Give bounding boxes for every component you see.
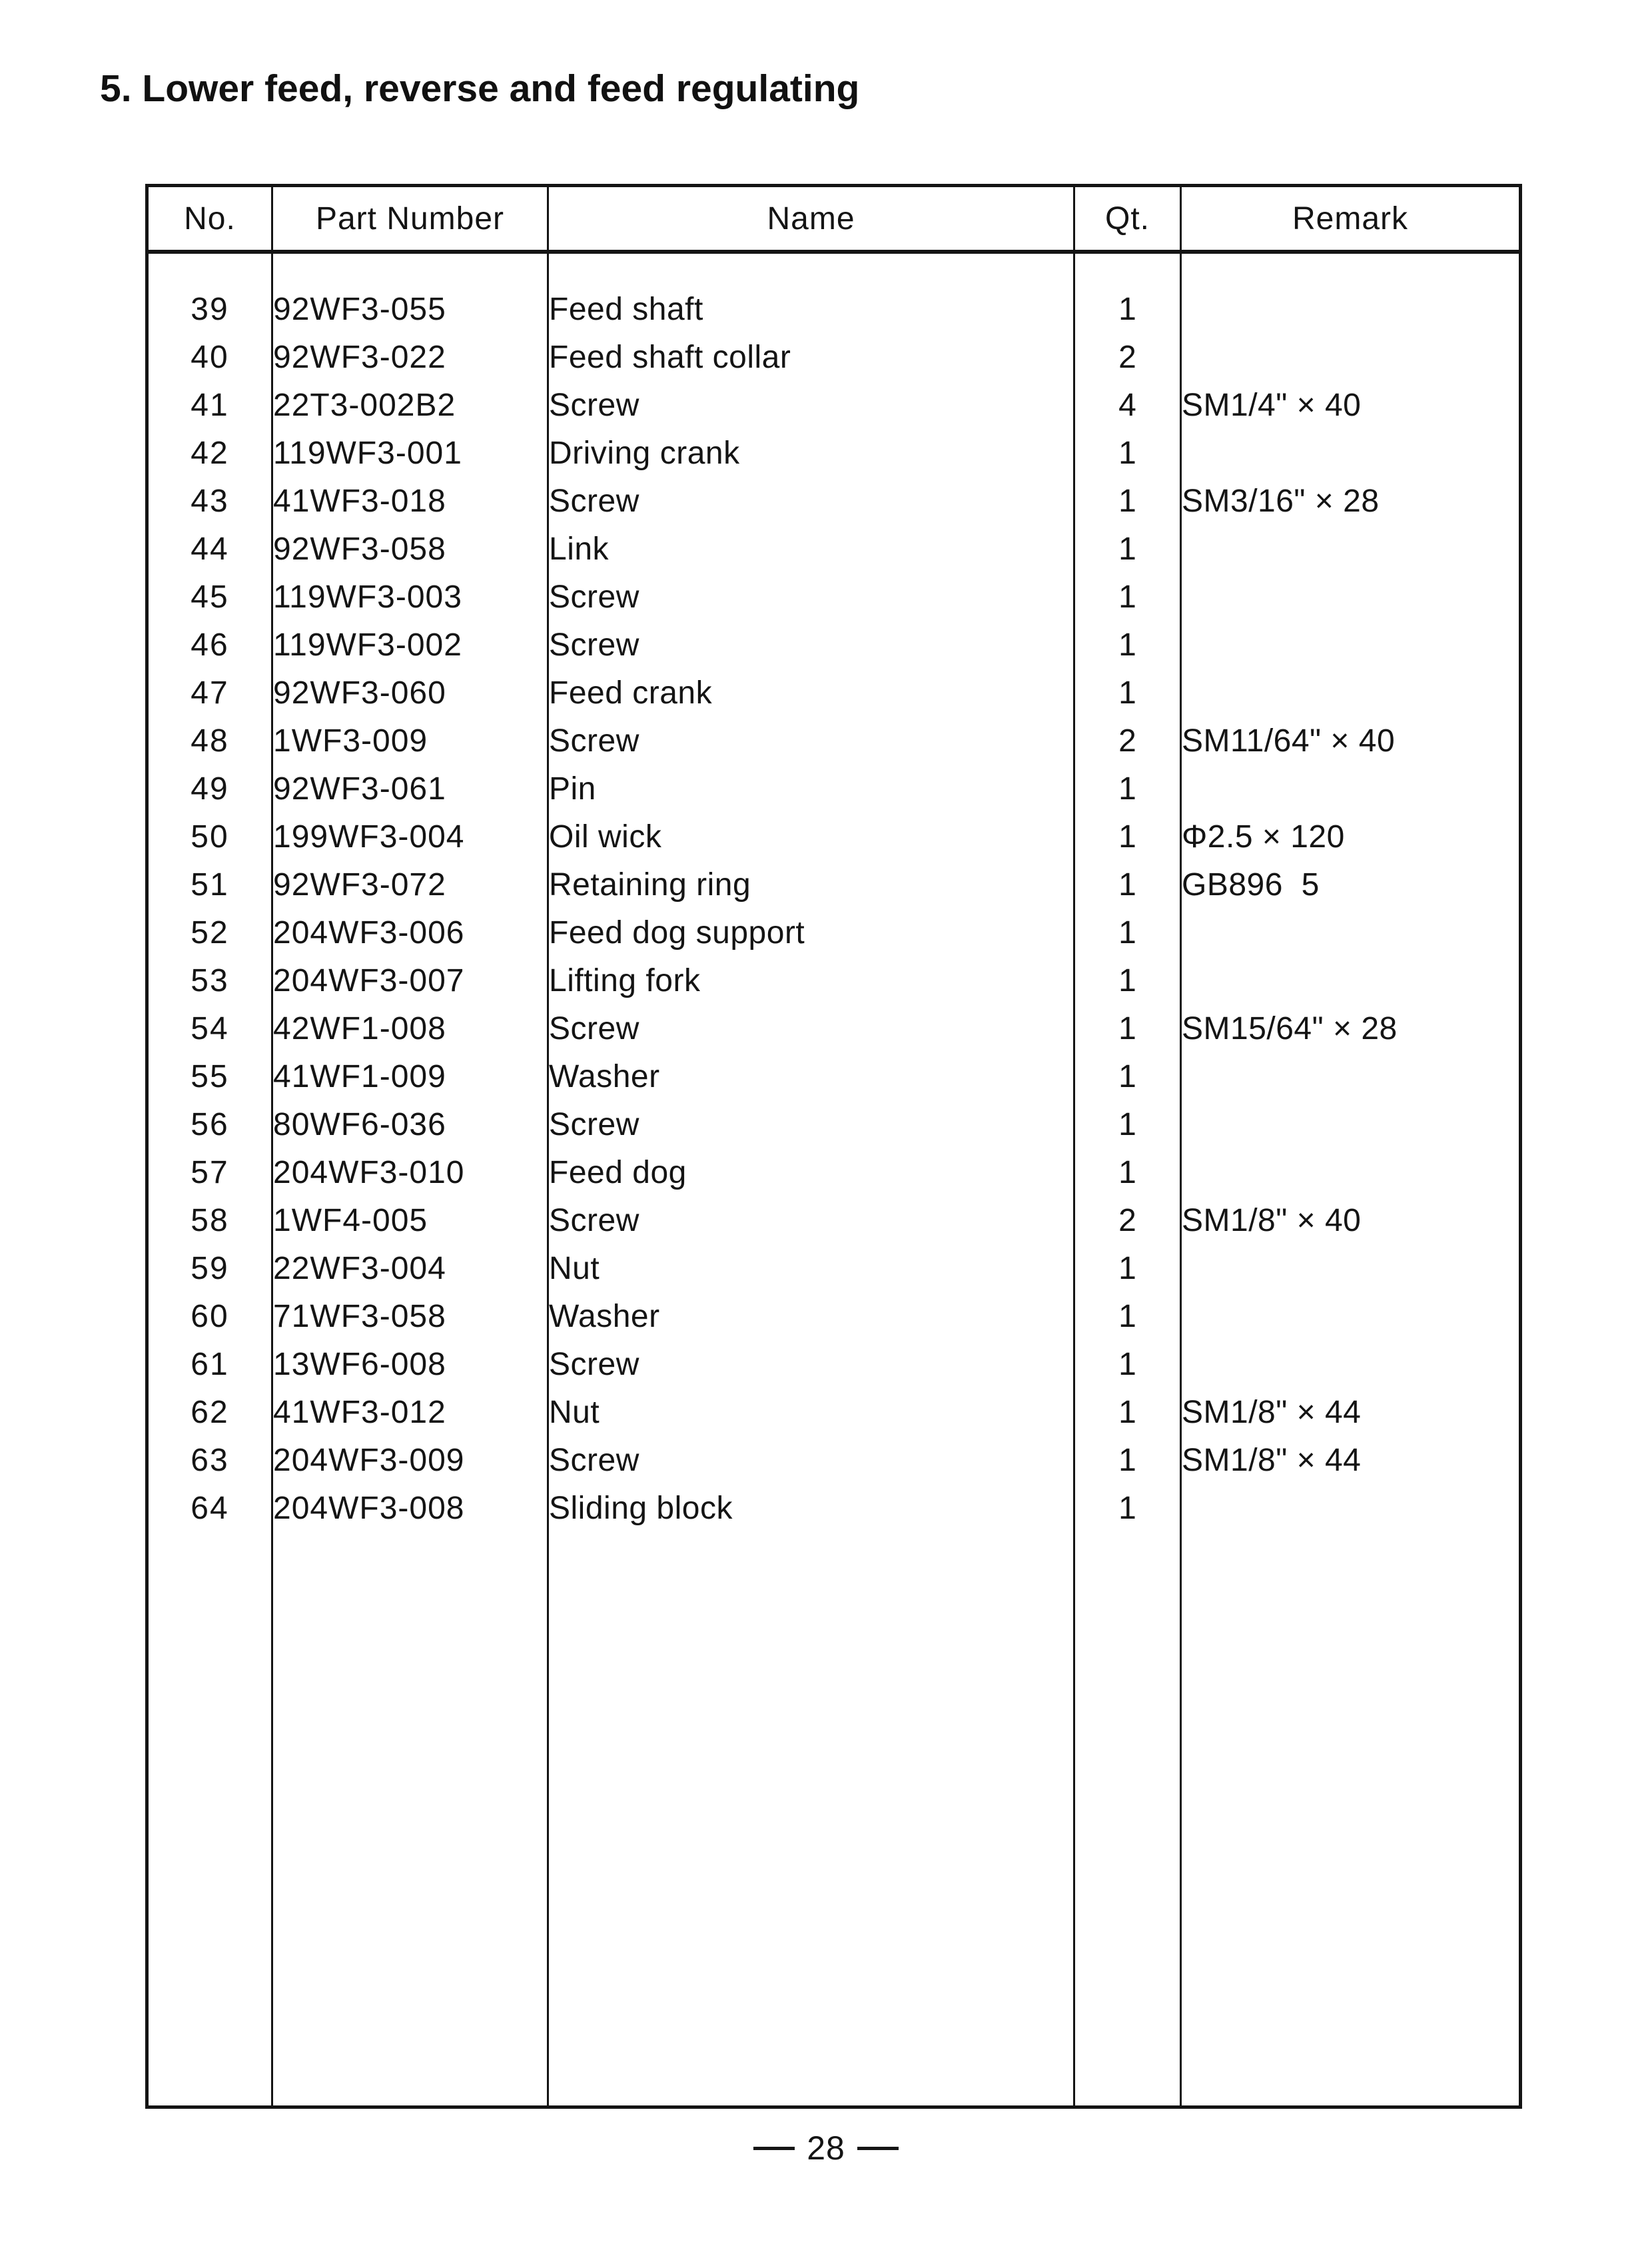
cell-no: 61 xyxy=(147,1341,272,1389)
cell-no: 47 xyxy=(147,669,272,717)
cell-no: 43 xyxy=(147,478,272,526)
cell-remark: SM1/8" × 40 xyxy=(1182,1203,1362,1238)
cell-part-number: 199WF3-004 xyxy=(272,813,548,861)
cell-no: 45 xyxy=(147,573,272,621)
page-number-dash-right xyxy=(857,2147,899,2150)
table-header-row xyxy=(147,186,1521,252)
cell-remark xyxy=(1181,1053,1521,1101)
cell-remark xyxy=(1181,430,1521,478)
cell-qty: 1 xyxy=(1074,1437,1181,1485)
cell-remark: SM1/4" × 40 xyxy=(1182,388,1362,423)
cell-name: Screw xyxy=(548,1341,1074,1389)
cell-remark: SM11/64" × 40 xyxy=(1182,723,1396,759)
cell-name: Feed shaft xyxy=(548,286,1074,334)
parts-table-body xyxy=(147,252,1521,2107)
cell-name: Feed dog xyxy=(548,1149,1074,1197)
cell-qty: 1 xyxy=(1074,1053,1181,1101)
table-row xyxy=(147,621,1521,669)
table-row xyxy=(147,1245,1521,1293)
cell-part-number: 80WF6-036 xyxy=(272,1101,548,1149)
cell-qty: 1 xyxy=(1074,621,1181,669)
table-row xyxy=(147,478,1521,526)
cell-name: Oil wick xyxy=(548,813,1074,861)
cell-qty: 1 xyxy=(1074,1389,1181,1437)
table-row xyxy=(147,573,1521,621)
cell-qty: 1 xyxy=(1074,573,1181,621)
table-row xyxy=(147,1437,1521,1485)
page-footer xyxy=(0,2129,1652,2167)
cell-no: 56 xyxy=(147,1101,272,1149)
cell-name: Screw xyxy=(548,1197,1074,1245)
cell-remark xyxy=(1181,1245,1521,1293)
table-row xyxy=(147,430,1521,478)
cell-remark xyxy=(1181,909,1521,957)
cell-remark xyxy=(1181,286,1521,334)
cell-part-number: 1WF3-009 xyxy=(272,717,548,765)
cell-part-number: 119WF3-001 xyxy=(272,430,548,478)
cell-no: 39 xyxy=(147,286,272,334)
cell-remark xyxy=(1181,334,1521,382)
cell-no: 42 xyxy=(147,430,272,478)
cell-no: 60 xyxy=(147,1293,272,1341)
table-row xyxy=(147,1005,1521,1053)
cell-remark: GB896 5 xyxy=(1182,867,1320,903)
table-row xyxy=(147,1293,1521,1341)
cell-part-number: 41WF3-012 xyxy=(272,1389,548,1437)
cell-part-number: 71WF3-058 xyxy=(272,1293,548,1341)
cell-remark xyxy=(1181,621,1521,669)
cell-name: Screw xyxy=(548,1101,1074,1149)
cell-part-number: 92WF3-072 xyxy=(272,861,548,909)
cell-no: 64 xyxy=(147,1485,272,1533)
cell-name: Feed shaft collar xyxy=(548,334,1074,382)
table-row xyxy=(147,717,1521,765)
cell-name: Screw xyxy=(548,717,1074,765)
cell-remark: SM1/8" × 44 xyxy=(1182,1443,1362,1478)
cell-no: 55 xyxy=(147,1053,272,1101)
cell-qty: 1 xyxy=(1074,286,1181,334)
cell-name: Screw xyxy=(548,573,1074,621)
cell-part-number: 119WF3-003 xyxy=(272,573,548,621)
cell-name: Feed crank xyxy=(548,669,1074,717)
cell-name: Lifting fork xyxy=(548,957,1074,1005)
page-number: 28 xyxy=(807,2129,845,2167)
cell-remark: SM1/8" × 44 xyxy=(1182,1395,1362,1430)
cell-remark xyxy=(1181,765,1521,813)
cell-part-number: 92WF3-058 xyxy=(272,526,548,573)
cell-no: 58 xyxy=(147,1197,272,1245)
cell-no: 52 xyxy=(147,909,272,957)
cell-no: 54 xyxy=(147,1005,272,1053)
cell-no: 48 xyxy=(147,717,272,765)
table-row xyxy=(147,286,1521,334)
cell-qty: 1 xyxy=(1074,1101,1181,1149)
table-row xyxy=(147,1341,1521,1389)
cell-name: Screw xyxy=(548,1005,1074,1053)
cell-qty: 1 xyxy=(1074,526,1181,573)
cell-remark xyxy=(1181,1149,1521,1197)
cell-qty: 1 xyxy=(1074,1149,1181,1197)
cell-no: 50 xyxy=(147,813,272,861)
cell-qty: 4 xyxy=(1074,382,1181,430)
parts-table xyxy=(145,184,1522,2109)
cell-no: 49 xyxy=(147,765,272,813)
cell-name: Feed dog support xyxy=(548,909,1074,957)
cell-name: Washer xyxy=(548,1053,1074,1101)
table-row xyxy=(147,1149,1521,1197)
cell-part-number: 204WF3-009 xyxy=(272,1437,548,1485)
cell-name: Link xyxy=(548,526,1074,573)
cell-remark xyxy=(1181,1485,1521,1533)
cell-part-number: 22WF3-004 xyxy=(272,1245,548,1293)
cell-part-number: 41WF1-009 xyxy=(272,1053,548,1101)
col-header-qty: Qt. xyxy=(1074,186,1181,252)
cell-name: Nut xyxy=(548,1245,1074,1293)
cell-part-number: 204WF3-006 xyxy=(272,909,548,957)
cell-no: 63 xyxy=(147,1437,272,1485)
cell-qty: 2 xyxy=(1074,1197,1181,1245)
cell-qty: 1 xyxy=(1074,1341,1181,1389)
page-title: 5. Lower feed, reverse and feed regulating xyxy=(100,67,860,110)
table-row xyxy=(147,765,1521,813)
table-row xyxy=(147,909,1521,957)
cell-name: Screw xyxy=(548,1437,1074,1485)
cell-remark xyxy=(1181,1341,1521,1389)
cell-qty: 1 xyxy=(1074,1293,1181,1341)
cell-part-number: 204WF3-010 xyxy=(272,1149,548,1197)
table-row xyxy=(147,1485,1521,1533)
cell-remark: SM3/16" × 28 xyxy=(1182,484,1380,519)
cell-qty: 1 xyxy=(1074,765,1181,813)
cell-no: 46 xyxy=(147,621,272,669)
table-row xyxy=(147,334,1521,382)
cell-name: Screw xyxy=(548,621,1074,669)
cell-no: 53 xyxy=(147,957,272,1005)
cell-no: 51 xyxy=(147,861,272,909)
cell-no: 41 xyxy=(147,382,272,430)
cell-part-number: 119WF3-002 xyxy=(272,621,548,669)
cell-name: Pin xyxy=(548,765,1074,813)
cell-qty: 2 xyxy=(1074,334,1181,382)
cell-part-number: 92WF3-055 xyxy=(272,286,548,334)
cell-name: Driving crank xyxy=(548,430,1074,478)
cell-remark xyxy=(1181,1293,1521,1341)
cell-qty: 1 xyxy=(1074,909,1181,957)
cell-remark: SM15/64" × 28 xyxy=(1182,1011,1398,1046)
cell-remark xyxy=(1181,526,1521,573)
cell-qty: 1 xyxy=(1074,669,1181,717)
cell-remark xyxy=(1181,573,1521,621)
cell-qty: 1 xyxy=(1074,1005,1181,1053)
cell-part-number: 204WF3-008 xyxy=(272,1485,548,1533)
cell-qty: 1 xyxy=(1074,957,1181,1005)
col-header-no: No. xyxy=(147,186,272,252)
col-header-remark: Remark xyxy=(1181,186,1521,252)
cell-part-number: 13WF6-008 xyxy=(272,1341,548,1389)
table-row xyxy=(147,1197,1521,1245)
cell-name: Retaining ring xyxy=(548,861,1074,909)
cell-name: Screw xyxy=(548,478,1074,526)
cell-qty: 1 xyxy=(1074,430,1181,478)
table-row xyxy=(147,526,1521,573)
table-row xyxy=(147,1101,1521,1149)
cell-part-number: 92WF3-061 xyxy=(272,765,548,813)
col-header-part-number: Part Number xyxy=(272,186,548,252)
table-row xyxy=(147,669,1521,717)
cell-part-number: 42WF1-008 xyxy=(272,1005,548,1053)
cell-remark xyxy=(1181,957,1521,1005)
cell-remark xyxy=(1181,669,1521,717)
cell-name: Screw xyxy=(548,382,1074,430)
cell-part-number: 1WF4-005 xyxy=(272,1197,548,1245)
cell-qty: 1 xyxy=(1074,861,1181,909)
cell-qty: 1 xyxy=(1074,813,1181,861)
cell-qty: 1 xyxy=(1074,1485,1181,1533)
col-header-name: Name xyxy=(548,186,1074,252)
cell-name: Sliding block xyxy=(548,1485,1074,1533)
filler-row xyxy=(147,1533,1521,2107)
cell-no: 44 xyxy=(147,526,272,573)
table-row xyxy=(147,1053,1521,1101)
table-row xyxy=(147,861,1521,909)
cell-part-number: 204WF3-007 xyxy=(272,957,548,1005)
cell-part-number: 22T3-002B2 xyxy=(272,382,548,430)
page-number-dash-left xyxy=(753,2147,795,2150)
cell-no: 59 xyxy=(147,1245,272,1293)
cell-no: 62 xyxy=(147,1389,272,1437)
table-row xyxy=(147,957,1521,1005)
cell-remark: Φ2.5 × 120 xyxy=(1182,819,1345,855)
table-row xyxy=(147,382,1521,430)
cell-part-number: 41WF3-018 xyxy=(272,478,548,526)
cell-qty: 2 xyxy=(1074,717,1181,765)
table-row xyxy=(147,813,1521,861)
cell-qty: 1 xyxy=(1074,1245,1181,1293)
cell-part-number: 92WF3-022 xyxy=(272,334,548,382)
cell-qty: 1 xyxy=(1074,478,1181,526)
cell-remark xyxy=(1181,1101,1521,1149)
cell-no: 40 xyxy=(147,334,272,382)
cell-no: 57 xyxy=(147,1149,272,1197)
spacer-row xyxy=(147,252,1521,286)
cell-name: Washer xyxy=(548,1293,1074,1341)
cell-name: Nut xyxy=(548,1389,1074,1437)
table-row xyxy=(147,1389,1521,1437)
cell-part-number: 92WF3-060 xyxy=(272,669,548,717)
